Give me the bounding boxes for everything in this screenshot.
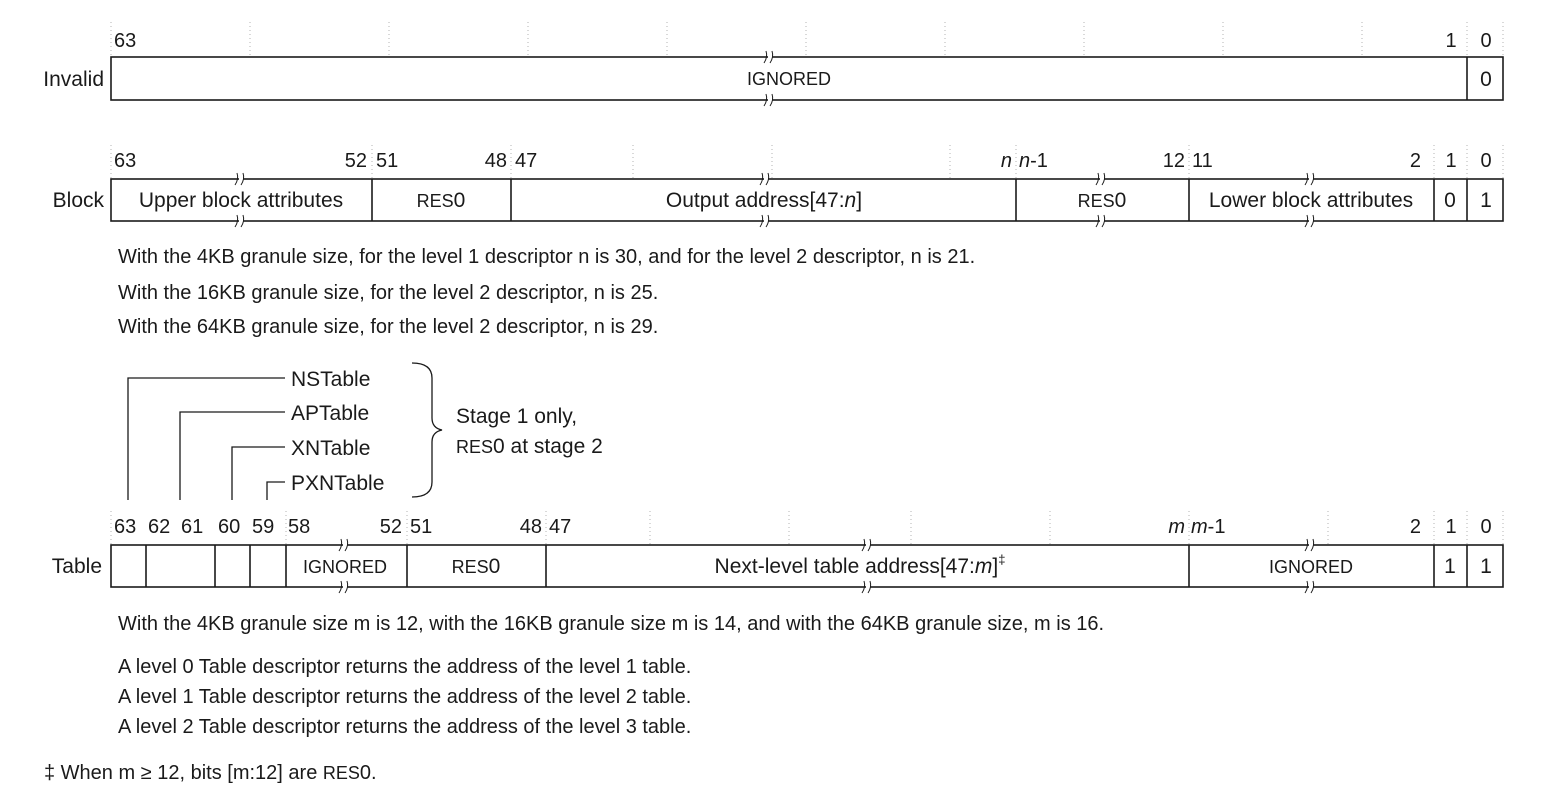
- table-note-granule: With the 4KB granule size m is 12, with the 16KB granule size m is 14, and with the 64KB granule size, m is 16.: [118, 613, 1105, 635]
- block-bit-51: 51: [376, 150, 399, 172]
- block-bit-guides: [111, 145, 1503, 178]
- invalid-bit0-field: 0: [1480, 68, 1492, 91]
- block-res0-field-high: RES0: [416, 189, 466, 212]
- block-bit-48: 48: [484, 150, 507, 172]
- block-descriptor: [53, 145, 1503, 338]
- table-bit-62: 62: [148, 516, 171, 538]
- invalid-bit-1: 1: [1445, 30, 1457, 52]
- table-note-level1: A level 1 Table descriptor returns the address of the level 2 table.: [118, 686, 692, 708]
- block-output-address-field: Output address[47:n]: [665, 189, 863, 212]
- stage1-only-note: Stage 1 only,: [456, 405, 578, 428]
- block-note-64kb: With the 64KB granule size, for the level 2 descriptor, n is 29.: [118, 316, 659, 338]
- block-bit-0: 0: [1480, 150, 1492, 172]
- aptable-label: APTable: [291, 402, 370, 425]
- block-bit1-field: 0: [1444, 189, 1456, 212]
- nstable-label: NSTable: [291, 368, 371, 391]
- table-bit1-field: 1: [1444, 555, 1456, 578]
- table-note-level2: A level 2 Table descriptor returns the address of the level 3 table.: [118, 716, 692, 738]
- table-descriptor: [52, 511, 1503, 738]
- block-bit-12: 12: [1162, 150, 1185, 172]
- table-bit-47: 47: [549, 516, 572, 538]
- table-bit-52: 52: [379, 516, 402, 538]
- invalid-ignored-field: IGNORED: [746, 69, 832, 89]
- curly-brace: [412, 363, 442, 497]
- block-bit-n-minus-1: n-1: [1019, 150, 1048, 172]
- table-attribute-leaders: [128, 363, 603, 500]
- block-bit-1: 1: [1445, 150, 1457, 172]
- table-next-level-address-field: Next-level table address[47:m]‡: [714, 552, 1006, 578]
- table-bit-guides: [111, 511, 1503, 544]
- block-note-16kb: With the 16KB granule size, for the level 2 descriptor, n is 25.: [118, 282, 659, 304]
- table-bit-m-minus-1: m-1: [1191, 516, 1226, 538]
- block-bit-52: 52: [344, 150, 367, 172]
- table-ignored-field-high: IGNORED: [302, 557, 388, 577]
- invalid-descriptor: [43, 22, 1503, 106]
- table-note-level0: A level 0 Table descriptor returns the address of the level 1 table.: [118, 656, 692, 678]
- block-upper-attributes-field: Upper block attributes: [138, 189, 344, 212]
- block-bit-n: n: [1000, 150, 1012, 172]
- table-ignored-field-low: IGNORED: [1268, 557, 1354, 577]
- footnote: ‡ When m ≥ 12, bits [m:12] are RES0.: [44, 762, 377, 784]
- invalid-bit-63: 63: [114, 30, 137, 52]
- block-bit-63: 63: [114, 150, 137, 172]
- table-bit-51: 51: [410, 516, 433, 538]
- invalid-bit-0: 0: [1480, 30, 1492, 52]
- table-bit-m: m: [1168, 516, 1185, 538]
- table-bit-60: 60: [218, 516, 241, 538]
- table-bit-59: 59: [252, 516, 275, 538]
- block-bit0-field: 1: [1480, 189, 1492, 212]
- table-bit-0: 0: [1480, 516, 1492, 538]
- table-bit0-field: 1: [1480, 555, 1492, 578]
- block-bit-11: 11: [1192, 150, 1213, 172]
- invalid-label: Invalid: [43, 68, 104, 91]
- pxntable-label: PXNTable: [291, 472, 385, 495]
- table-bit-63: 63: [114, 516, 137, 538]
- table-bit-58: 58: [288, 516, 311, 538]
- table-res0-field: RES0: [451, 555, 501, 578]
- table-label: Table: [51, 555, 102, 578]
- table-bit-61: 61: [181, 516, 204, 538]
- res0-stage2-note: RES0 at stage 2: [456, 435, 603, 458]
- table-bit-2: 2: [1409, 516, 1421, 538]
- block-lower-attributes-field: Lower block attributes: [1208, 189, 1414, 212]
- block-label: Block: [52, 189, 104, 212]
- block-res0-field-low: RES0: [1077, 189, 1127, 212]
- table-bit-1: 1: [1445, 516, 1457, 538]
- block-bit-2: 2: [1409, 150, 1421, 172]
- block-bit-47: 47: [515, 150, 538, 172]
- block-note-4kb: With the 4KB granule size, for the level 1 descriptor n is 30, and for the level 2 descriptor, n is 21.: [118, 246, 976, 268]
- xntable-label: XNTable: [291, 437, 371, 460]
- table-bit-48: 48: [519, 516, 542, 538]
- invalid-bit-guides: [111, 22, 1503, 56]
